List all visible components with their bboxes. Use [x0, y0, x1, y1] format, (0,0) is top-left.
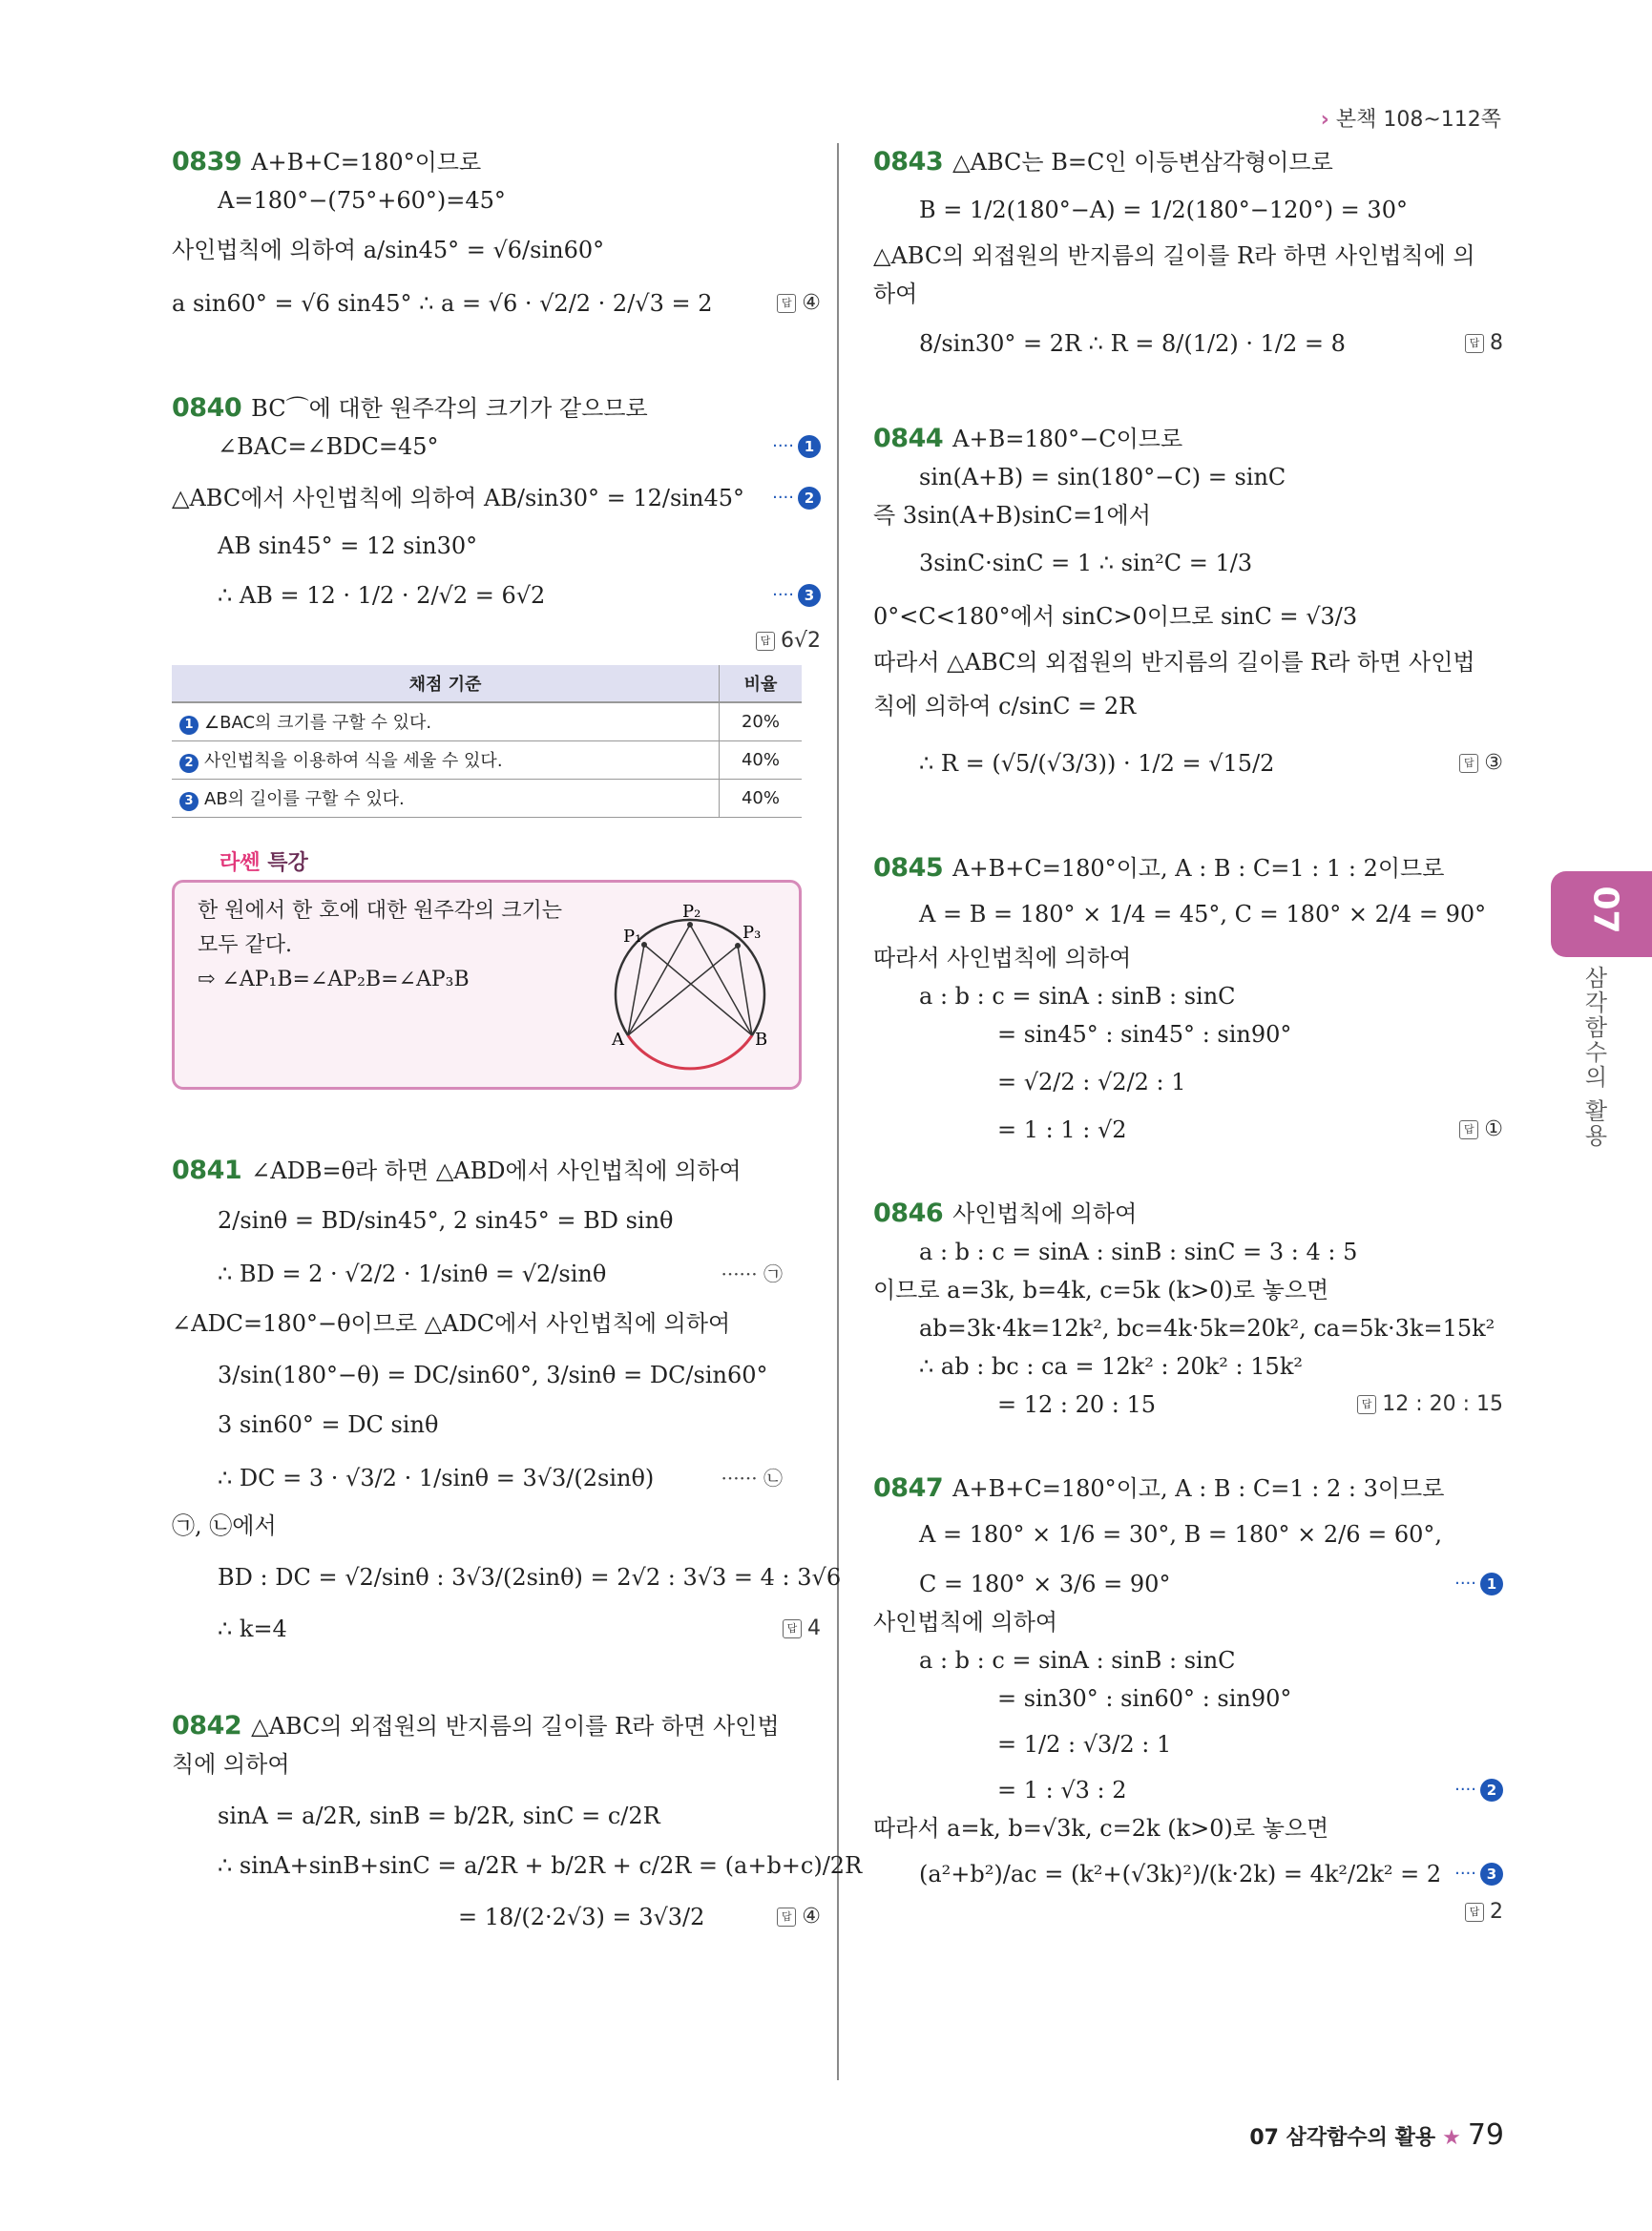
criterion-ratio: 40% [720, 741, 803, 780]
step-number: 1 [1480, 1573, 1503, 1595]
problem-0839 [172, 148, 821, 318]
step-arrow: ···· [1454, 1864, 1476, 1884]
solution-line: A = 180° × 1/6 = 30°, B = 180° × 2/6 = 60°, [919, 1521, 1443, 1548]
answer-value: ④ [802, 291, 821, 315]
answer [756, 627, 821, 656]
solution-line: a : b : c = sinA : sinB : sinC = 3 : 4 : 5 [919, 1239, 1358, 1265]
solution-line: A = B = 180° × 1/4 = 45°, C = 180° × 2/4 = 90° [919, 901, 1487, 928]
step-number: 3 [1480, 1863, 1503, 1886]
answer-icon: 답 [1459, 1120, 1478, 1139]
page-ref-text: 본책 108~112쪽 [1335, 108, 1501, 132]
step-marker-2 [772, 484, 821, 512]
page-number: 79 [1467, 2118, 1504, 2152]
table-row [172, 702, 802, 741]
tip-text: 한 원에서 한 호에 대한 원주각의 크기는 [198, 899, 562, 923]
answer-value: 8 [1490, 331, 1503, 355]
solution-line: = 12 : 20 : 15 [997, 1391, 1157, 1418]
solution-line: ∴ AB = 12 · 1/2 · 2/√2 = 6√2 [218, 582, 546, 609]
tip-brand: 라쎈 [220, 851, 261, 875]
step-number: 2 [798, 487, 821, 510]
solution-line: 이므로 a=3k, b=4k, c=5k (k>0)로 놓으면 [873, 1277, 1329, 1303]
answer-icon: 답 [1465, 1903, 1484, 1922]
tip-box [172, 846, 821, 1090]
solution-line: = 1 : 1 : √2 [997, 1116, 1127, 1143]
solution-line: B = 1/2(180°−A) = 1/2(180°−120°) = 30° [919, 197, 1408, 223]
solution-line: A+B+C=180°이고, A : B : C=1 : 1 : 2이므로 [952, 855, 1445, 882]
solution-line: ab=3k·4k=12k², bc=4k·5k=20k², ca=5k·3k=15k² [919, 1315, 1495, 1342]
table-header: 비율 [720, 665, 803, 702]
solution-line: △ABC의 외접원의 반지름의 길이를 R라 하면 사인법 [251, 1713, 780, 1740]
answer-icon: 답 [783, 1619, 802, 1638]
problem-number: 0841 [172, 1156, 242, 1185]
solution-line: 3/sin(180°−θ) = DC/sin60°, 3/sinθ = DC/sin60° [218, 1362, 768, 1388]
label-a: A [612, 1030, 624, 1050]
problem-number: 0840 [172, 393, 242, 423]
criterion-text: AB의 길이를 구할 수 있다. [204, 789, 405, 809]
criterion-ratio: 40% [720, 780, 803, 818]
step-number: 3 [798, 584, 821, 607]
answer-icon: 답 [1465, 334, 1484, 353]
problem-number: 0839 [172, 147, 242, 177]
answer-value: ④ [802, 1905, 821, 1929]
solution-line: A+B+C=180°이므로 [251, 149, 482, 176]
solution-line: a sin60° = √6 sin45° ∴ a = √6 · √2/2 · 2/√3 = 2 [172, 290, 713, 317]
problem-number: 0844 [873, 424, 944, 453]
problem-number: 0842 [172, 1711, 242, 1741]
solution-line: 사인법칙에 의하여 a/sin45° = √6/sin60° [172, 237, 605, 263]
solution-line: 2/sinθ = BD/sin45°, 2 sin45° = BD sinθ [218, 1207, 674, 1234]
solution-line: = √2/2 : √2/2 : 1 [997, 1069, 1186, 1095]
step-arrow: ···· [1454, 1780, 1476, 1800]
tip-label: 특강 [267, 851, 308, 875]
solution-line: = sin45° : sin45° : sin90° [997, 1021, 1292, 1048]
label-p3: P₃ [742, 923, 762, 943]
solution-line: 따라서 사인법칙에 의하여 [873, 945, 1132, 971]
solution-line: a : b : c = sinA : sinB : sinC [919, 983, 1236, 1010]
step-number: 2 [1480, 1779, 1503, 1802]
answer-icon: 답 [756, 632, 775, 651]
solution-line: ∠ADB=θ라 하면 △ABD에서 사인법칙에 의하여 [251, 1157, 742, 1184]
criterion-ratio: 20% [720, 702, 803, 741]
solution-line: 따라서 a=k, b=√3k, c=2k (k>0)로 놓으면 [873, 1815, 1329, 1842]
criterion-text: 사인법칙을 이용하여 식을 세울 수 있다. [204, 751, 503, 771]
problem-0844 [873, 425, 1503, 778]
answer-value: 6√2 [780, 629, 821, 653]
solution-line: A=180°−(75°+60°)=45° [218, 187, 506, 214]
answer-icon: 답 [777, 294, 796, 313]
answer-icon: 답 [777, 1908, 796, 1927]
step-arrow: ···· [772, 585, 794, 605]
solution-line: = 1/2 : √3/2 : 1 [997, 1731, 1172, 1758]
criterion-number: 3 [179, 792, 199, 811]
solution-line: = sin30° : sin60° : sin90° [997, 1685, 1292, 1712]
answer [1465, 329, 1503, 358]
step-arrow: ···· [1454, 1574, 1476, 1594]
problem-0841 [172, 1156, 842, 1643]
solution-line: 0°<C<180°에서 sinC>0이므로 sinC = √3/3 [873, 603, 1358, 630]
left-column [172, 138, 863, 1987]
answer [777, 289, 821, 318]
star-icon: ★ [1442, 2126, 1461, 2150]
answer [1465, 1898, 1503, 1927]
step-number: 1 [798, 435, 821, 458]
step-marker-3 [1454, 1860, 1503, 1888]
solution-line: 즉 3sin(A+B)sinC=1에서 [873, 502, 1151, 529]
solution-line: △ABC에서 사인법칙에 의하여 AB/sin30° = 12/sin45° [172, 485, 744, 511]
problem-number: 0845 [873, 853, 944, 883]
label-b: B [755, 1030, 768, 1050]
table-header: 채점 기준 [172, 665, 720, 702]
answer-value: 12 : 20 : 15 [1382, 1392, 1503, 1416]
solution-line: sinA = a/2R, sinB = b/2R, sinC = c/2R [218, 1803, 660, 1829]
problem-number: 0846 [873, 1199, 944, 1228]
problem-0845 [873, 854, 1503, 1144]
answer-value: 2 [1490, 1900, 1503, 1924]
step-arrow: ···· [772, 488, 794, 508]
answer [777, 1903, 821, 1931]
solution-line: ∴ BD = 2 · √2/2 · 1/sinθ = √2/sinθ [218, 1261, 607, 1287]
solution-line: AB sin45° = 12 sin30° [218, 532, 478, 559]
solution-line: = 18/(2·2√3) = 3√3/2 [458, 1904, 705, 1930]
solution-line: ∴ R = (√5/(√3/3)) · 1/2 = √15/2 [919, 750, 1275, 777]
step-marker-3 [772, 581, 821, 610]
tip-heading [172, 846, 821, 876]
solution-line: 하여 [873, 281, 918, 307]
label-p2: P₂ [682, 902, 701, 922]
solution-line: ∠BAC=∠BDC=45° [218, 433, 439, 460]
answer-icon: 답 [1459, 754, 1478, 773]
answer [1459, 1116, 1503, 1144]
answer-value: ① [1484, 1117, 1503, 1141]
chapter-side-title: 삼각함수의 활용 [1580, 966, 1607, 1149]
answer [1357, 1390, 1503, 1419]
scoring-table [172, 665, 802, 818]
solution-line: ∠ADC=180°−θ이므로 △ADC에서 사인법칙에 의하여 [172, 1310, 731, 1337]
problem-0843 [873, 148, 1503, 358]
criterion-number: 2 [179, 754, 199, 773]
solution-line: sin(A+B) = sin(180°−C) = sinC [919, 464, 1286, 490]
solution-line: 사인법칙에 의하여 [952, 1200, 1138, 1227]
solution-line: 3sinC·sinC = 1 ∴ sin²C = 1/3 [919, 550, 1253, 576]
solution-line: 칙에 의하여 c/sinC = 2R [873, 693, 1137, 719]
answer [1459, 749, 1503, 778]
solution-line: 사인법칙에 의하여 [873, 1609, 1058, 1636]
answer-value: 4 [807, 1616, 821, 1640]
solution-line: ㉠, ㉡에서 [172, 1512, 277, 1539]
equation-marker: ······ ㉠ [721, 1262, 783, 1285]
problem-0847 [873, 1474, 1503, 1927]
solution-line: BC⌒에 대한 원주각의 크기가 같으므로 [251, 395, 648, 422]
solution-line: a : b : c = sinA : sinB : sinC [919, 1647, 1236, 1674]
solution-line: △ABC는 B=C인 이등변삼각형이므로 [952, 149, 1333, 176]
table-row [172, 780, 802, 818]
criterion-number: 1 [179, 716, 199, 735]
footer-chapter: 07 삼각함수의 활용 [1249, 2126, 1436, 2150]
right-column [873, 138, 1503, 1982]
solution-line: ∴ k=4 [218, 1616, 287, 1642]
solution-line: A+B+C=180°이고, A : B : C=1 : 2 : 3이므로 [952, 1475, 1445, 1502]
chapter-tab-number: 07 [1585, 886, 1625, 934]
solution-line: 따라서 △ABC의 외접원의 반지름의 길이를 R라 하면 사인법 [873, 649, 1475, 676]
criterion-text: ∠BAC의 크기를 구할 수 있다. [204, 713, 432, 733]
page-reference [1321, 103, 1501, 133]
tip-content [172, 880, 802, 1090]
step-marker-1 [1454, 1570, 1503, 1598]
tip-text: ⇨ ∠AP₁B=∠AP₂B=∠AP₃B [198, 968, 470, 991]
step-marker-2 [1454, 1776, 1503, 1804]
solution-line: = 1 : √3 : 2 [997, 1777, 1127, 1804]
page-footer [1249, 2118, 1504, 2152]
answer-icon: 답 [1357, 1395, 1376, 1414]
solution-line: ∴ DC = 3 · √3/2 · 1/sinθ = 3√3/(2sinθ) [218, 1465, 655, 1491]
problem-number: 0847 [873, 1473, 944, 1503]
problem-0846 [873, 1199, 1503, 1419]
solution-line: (a²+b²)/ac = (k²+(√3k)²)/(k·2k) = 4k²/2k² = 2 [919, 1861, 1442, 1887]
solution-line: ∴ sinA+sinB+sinC = a/2R + b/2R + c/2R = (a+b+c)/2R [218, 1852, 863, 1879]
solution-line: 칙에 의하여 [172, 1751, 290, 1778]
tip-text: 모두 같다. [198, 933, 292, 957]
answer-value: ③ [1484, 751, 1503, 775]
solution-line: C = 180° × 3/6 = 90° [919, 1571, 1171, 1597]
solution-line: BD : DC = √2/sinθ : 3√3/(2sinθ) = 2√2 : 3√3 = 4 : 3√6 [218, 1564, 842, 1591]
equation-marker: ······ ㉡ [721, 1467, 783, 1490]
chapter-tab [1551, 871, 1652, 957]
solution-line: ∴ ab : bc : ca = 12k² : 20k² : 15k² [919, 1353, 1303, 1380]
solution-line: 8/sin30° = 2R ∴ R = 8/(1/2) · 1/2 = 8 [919, 330, 1346, 357]
step-arrow: ···· [772, 436, 794, 456]
problem-number: 0843 [873, 147, 944, 177]
solution-line: A+B=180°−C이므로 [952, 426, 1183, 452]
answer [783, 1615, 821, 1643]
step-marker-1 [772, 432, 821, 461]
arc-ab [628, 1035, 752, 1069]
table-row [172, 741, 802, 780]
problem-0842 [172, 1711, 863, 1931]
inscribed-angle-diagram [595, 892, 785, 1083]
arrow-icon: › [1320, 108, 1329, 132]
solution-line: 3 sin60° = DC sinθ [218, 1411, 439, 1438]
problem-0840 [172, 394, 821, 818]
solution-line: △ABC의 외접원의 반지름의 길이를 R라 하면 사인법칙에 의 [873, 242, 1475, 269]
label-p1: P₁ [623, 927, 642, 947]
column-divider [837, 143, 839, 2080]
